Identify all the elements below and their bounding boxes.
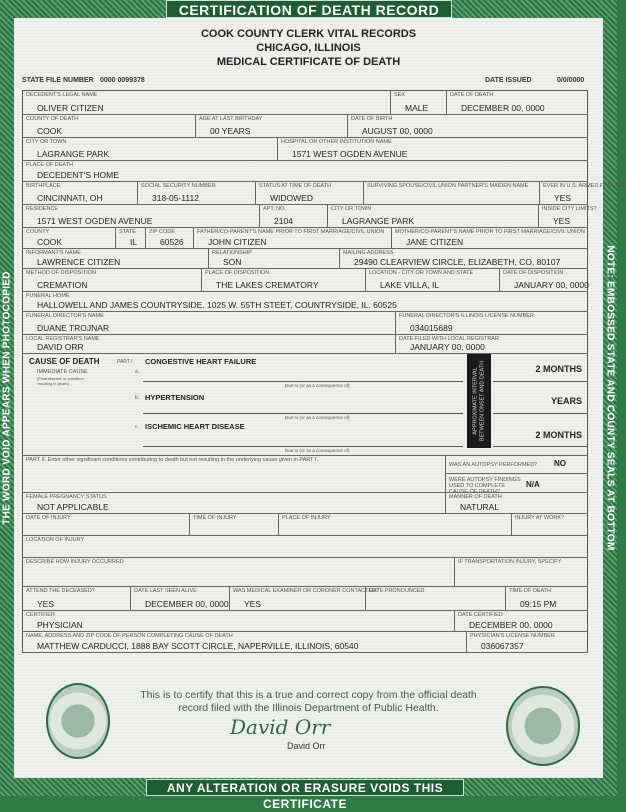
form-field-date-pronounced <box>366 587 506 611</box>
form-field-location-of-injury <box>23 536 588 558</box>
form-field-county <box>23 228 116 249</box>
certificate-title-banner: CERTIFICATION OF DEATH RECORD <box>166 0 452 18</box>
field-label: DATE LAST SEEN ALIVE <box>134 588 197 594</box>
field-label: DESCRIBE HOW INJURY OCCURRED <box>26 559 124 565</box>
field-value: DAVID ORR <box>37 342 84 352</box>
form-field-location-city-or-town-and-state <box>366 269 500 292</box>
field-label: STATE <box>119 229 136 235</box>
interval-a: 2 MONTHS <box>535 364 582 374</box>
field-label: INFORMANT'S NAME <box>26 250 81 256</box>
field-label: PLACE OF INJURY <box>282 515 331 521</box>
form-field-place-of-injury <box>279 514 512 536</box>
field-value: 318-05-1112 <box>152 193 199 203</box>
form-field-attend-the-deceased <box>23 587 131 611</box>
form-field-father-co-parent-s-name-prior-to-first-marriage-civil-union <box>194 228 392 249</box>
form-field-funeral-director-s-name <box>23 312 396 335</box>
form-field-county-of-death <box>23 115 196 138</box>
field-value: DECEMBER 00, 0000 <box>461 103 545 113</box>
form-field-social-security-number <box>138 182 256 205</box>
field-value: JOHN CITIZEN <box>208 237 267 247</box>
form-field-was-medical-examiner-or-coroner-contacted <box>230 587 380 611</box>
form-field-date-certified <box>455 611 588 632</box>
field-label: SEX <box>394 92 406 98</box>
field-value: JANE CITIZEN <box>406 237 464 247</box>
form-field-physician-s-license-number <box>467 632 588 653</box>
field-label: ATTEND THE DECEASED? <box>26 588 95 594</box>
field-label: DATE OF BIRTH <box>351 116 393 122</box>
field-label: DATE CERTIFIED <box>458 612 503 618</box>
field-label: DATE OF DEATH <box>450 92 494 98</box>
field-value: 1571 WEST OGDEN AVENUE <box>37 216 153 226</box>
field-value: 034015689 <box>410 323 453 333</box>
immediate-cause-label: IMMEDIATE CAUSE <box>37 369 88 375</box>
part-2-label: PART II. Enter other significant conditions contributing to death but not resulting in the underlying cause given in PART I. <box>26 457 318 463</box>
cause-line-b <box>143 413 463 414</box>
field-label: CERTIFIER <box>26 612 55 618</box>
field-label: RELATIONSHIP <box>212 250 252 256</box>
form-field-local-registrar-s-name <box>23 335 396 354</box>
field-value: CINCINNATI, OH <box>37 193 103 203</box>
field-value: OLIVER CITIZEN <box>37 103 104 113</box>
field-value: 29490 CLEARVIEW CIRCLE, ELIZABETH, CO, 80107 <box>354 257 561 267</box>
field-value: LAWRENCE CITIZEN <box>37 257 121 267</box>
field-label: STATUS AT TIME OF DEATH <box>259 183 332 189</box>
field-label: WAS MEDICAL EXAMINER OR CORONER CONTACTED? <box>233 588 380 594</box>
form-field-mother-co-parent-s-name-prior-to-first-marriage-civil-union <box>392 228 588 249</box>
cause-of-death-section <box>23 354 588 456</box>
field-value: THE LAKES CREMATORY <box>216 280 319 290</box>
field-label: PLACE OF DISPOSITION <box>205 270 270 276</box>
form-field-place-of-death <box>23 161 588 182</box>
autopsy-label: WAS AN AUTOPSY PERFORMED? <box>449 462 538 468</box>
field-label: MANNER OF DEATH <box>449 494 502 500</box>
form-field-date-of-disposition <box>500 269 588 292</box>
letter-a: a. <box>135 369 140 375</box>
field-label: COUNTY OF DEATH <box>26 116 79 122</box>
form-field-date-of-birth <box>348 115 588 138</box>
field-label: DATE FILED WITH LOCAL REGISTRAR <box>399 336 499 342</box>
form-field-city-or-town <box>23 138 278 161</box>
header-line-1: COOK COUNTY CLERK VITAL RECORDS <box>200 28 417 40</box>
field-value: MALE <box>405 103 429 113</box>
cause-title: CAUSE OF DEATH <box>29 357 100 366</box>
form-field-state <box>116 228 146 249</box>
autopsy-findings-label: WERE AUTOPSY FINDINGS USED TO COMPLETE CAUSE OF DEATH? <box>449 477 521 495</box>
field-label: NAME, ADDRESS AND ZIP CODE OF PERSON COMPLETING CAUSE OF DEATH <box>26 633 233 639</box>
field-label: IF TRANSPORTATION INJURY, SPECIFY <box>458 559 562 565</box>
field-label: ZIP CODE <box>149 229 175 235</box>
form-field-birthplace <box>23 182 138 205</box>
field-value: 2104 <box>274 216 293 226</box>
field-label: TIME OF DEATH <box>509 588 552 594</box>
field-label: DATE OF INJURY <box>26 515 71 521</box>
letter-b: b. <box>135 395 140 401</box>
form-field-describe-how-injury-occurred <box>23 558 455 587</box>
field-value: DECEMBER 00, 0000 <box>469 620 553 630</box>
field-label: LOCATION - CITY OR TOWN AND STATE <box>369 270 474 276</box>
field-label: LOCAL REGISTRAR'S NAME <box>26 336 100 342</box>
field-value: DECEDENT'S HOME <box>37 170 119 180</box>
due-to-b: Due to (or as a consequence of): <box>285 415 351 420</box>
form-field-sex <box>391 91 447 115</box>
field-label: PHYSICIAN'S LICENSE NUMBER <box>470 633 555 639</box>
cause-line-a <box>143 381 463 382</box>
due-to-a: Due to (or as a consequence of): <box>285 383 351 388</box>
field-label: TIME OF INJURY <box>193 515 237 521</box>
form-field-place-of-disposition <box>202 269 366 292</box>
field-value: COOK <box>37 126 63 136</box>
field-label: CITY OR TOWN <box>26 139 67 145</box>
field-label: DECEDENT'S LEGAL NAME <box>26 92 98 98</box>
field-label: FUNERAL DIRECTOR'S ILLINOIS LICENSE NUMBER <box>399 313 534 319</box>
form-field-certifier <box>23 611 455 632</box>
cook-county-seal-icon <box>506 686 580 766</box>
part-2-cell <box>23 456 446 493</box>
form-field-time-of-death <box>506 587 588 611</box>
field-value: PHYSICIAN <box>37 620 83 630</box>
form-field-status-at-time-of-death <box>256 182 364 205</box>
field-label: INSIDE CITY LIMITS? <box>542 206 597 212</box>
field-value: YES <box>244 599 262 609</box>
form-field-inside-city-limits <box>539 205 597 228</box>
field-value: AUGUST 00, 0000 <box>362 126 433 136</box>
void-photocopy-note: THE WORD VOID APPEARS WHEN PHOTOCOPIED <box>1 271 13 525</box>
field-label: LOCATION OF INJURY <box>26 537 85 543</box>
date-issued: 0/0/0000 <box>557 77 585 84</box>
form-field-city-or-town <box>328 205 539 228</box>
field-value: LAGRANGE PARK <box>342 216 415 226</box>
form-field-surviving-spouse-civil-union-partner-s-maiden-name <box>364 182 540 205</box>
form-field-date-last-seen-alive <box>131 587 230 611</box>
field-value: DECEMBER 00, 0000 <box>145 599 229 609</box>
form-field-apt-no <box>260 205 328 228</box>
part-1-label: PART I <box>117 359 133 365</box>
field-value: 09:15 PM <box>520 599 557 609</box>
interval-label: APPROXIMATE INTERVAL BETWEEN ONSET AND DEATH <box>472 360 485 442</box>
field-label: CITY OR TOWN <box>331 206 372 212</box>
field-value: HALLOWELL AND JAMES COUNTRYSIDE. 1025 W. 55TH STEET, COUNTRYSIDE, IL. 60525 <box>37 300 397 310</box>
interval-line-b <box>493 413 588 414</box>
field-value: YES <box>553 216 571 226</box>
cause-line-c <box>143 446 463 447</box>
form-field-mailing-address <box>340 249 588 269</box>
form-field-manner-of-death <box>446 493 588 514</box>
field-label: FUNERAL DIRECTOR'S NAME <box>26 313 104 319</box>
immediate-note-2: resulting in death) <box>37 381 69 386</box>
form-field-time-of-injury <box>190 514 279 536</box>
form-field-female-pregnancy-status <box>23 493 446 514</box>
field-label: FATHER/CO-PARENT'S NAME PRIOR TO FIRST MARRIAGE/CIVIL UNION <box>197 229 385 235</box>
date-issued-label: DATE ISSUED <box>485 77 532 84</box>
state-file-label: STATE FILE NUMBER <box>22 77 94 84</box>
field-label: RESIDENCE <box>26 206 59 212</box>
form-field-ever-in-u-s-armed-forces <box>540 182 626 205</box>
field-label: METHOD OF DISPOSITION <box>26 270 96 276</box>
form-field-date-of-injury <box>23 514 190 536</box>
field-value: YES <box>37 599 55 609</box>
field-value: COOK <box>37 237 63 247</box>
field-value: NATURAL <box>460 502 500 512</box>
cause-c: ISCHEMIC HEART DISEASE <box>145 422 245 431</box>
field-label: SURVIVING SPOUSE/CIVIL UNION PARTNER'S MAIDEN NAME <box>367 183 529 189</box>
form-field-funeral-home <box>23 292 588 312</box>
form-field-informant-s-name <box>23 249 209 269</box>
field-value: JANUARY 00, 0000 <box>410 342 485 352</box>
field-label: COUNTY <box>26 229 50 235</box>
field-value: LAGRANGE PARK <box>37 149 110 159</box>
form-field-name-address-and-zip-code-of-person-completing-cause-of-death <box>23 632 467 653</box>
form-field-age-at-last-birthday <box>196 115 348 138</box>
certification-line-2: record filed with the Illinois Department of Public Health. <box>178 702 439 714</box>
embossed-seal-note: NOTE: EMBOSSED STATE AND COUNTY SEALS AT BOTTOM <box>604 245 616 551</box>
interval-b: YEARS <box>550 396 582 406</box>
letter-c: c. <box>135 424 139 430</box>
header-line-2: CHICAGO, ILLINOIS <box>256 42 361 54</box>
form-field-residence <box>23 205 260 228</box>
form-field-relationship <box>209 249 340 269</box>
autopsy-findings-value: N/A <box>526 480 540 489</box>
field-value: 00 YEARS <box>210 126 251 136</box>
due-to-c: Due to (or as a consequence of): <box>285 448 351 453</box>
field-label: EVER IN U.S. ARMED FORCES? <box>543 183 626 189</box>
field-value: YES <box>554 193 572 203</box>
field-label: SOCIAL SECURITY NUMBER <box>141 183 216 189</box>
field-value: 1571 WEST OGDEN AVENUE <box>292 149 408 159</box>
field-value: JANUARY 00, 0000 <box>514 280 589 290</box>
autopsy-value: NO <box>554 459 566 468</box>
field-value: NOT APPLICABLE <box>37 502 109 512</box>
field-label: FEMALE PREGNANCY STATUS <box>26 494 107 500</box>
form-field-hospital-or-other-institution-name <box>278 138 588 161</box>
field-value: 036067357 <box>481 641 524 651</box>
form-field-date-of-death <box>447 91 588 115</box>
form-field-decedent-s-legal-name <box>23 91 391 115</box>
interval-line-a <box>493 381 588 382</box>
immediate-note-1: (Final disease or condition <box>37 376 84 381</box>
field-label: PLACE OF DEATH <box>26 162 73 168</box>
field-value: CREMATION <box>37 280 88 290</box>
field-value: WIDOWED <box>270 193 313 203</box>
form-field-zip-code <box>146 228 194 249</box>
form-field-if-transportation-injury-specify <box>455 558 588 587</box>
field-label: HOSPITAL OR OTHER INSTITUTION NAME <box>281 139 392 145</box>
field-label: INJURY AT WORK? <box>515 515 565 521</box>
field-label: APT. NO. <box>263 206 286 212</box>
header-line-3: MEDICAL CERTIFICATE OF DEATH <box>216 56 401 68</box>
field-label: FUNERAL HOME <box>26 293 70 299</box>
form-field-funeral-director-s-illinois-license-number <box>396 312 588 335</box>
field-label: DATE PRONOUNCED <box>369 588 425 594</box>
form-field-date-filed-with-local-registrar <box>396 335 588 354</box>
autopsy-cell <box>446 456 588 474</box>
interval-label-box <box>467 354 491 448</box>
state-file-number: 0000 0099378 <box>100 77 145 84</box>
form-field-injury-at-work <box>512 514 588 536</box>
certification-line-1: This is to certify that this is a true and correct copy from the official death <box>140 689 477 701</box>
interval-c: 2 MONTHS <box>535 430 582 440</box>
field-label: MAILING ADDRESS <box>343 250 394 256</box>
autopsy-findings-cell <box>446 474 588 493</box>
signature: David Orr <box>230 715 331 739</box>
field-value: SON <box>223 257 242 267</box>
cause-b: HYPERTENSION <box>145 393 205 402</box>
field-label: DATE OF DISPOSITION <box>503 270 564 276</box>
field-value: 60526 <box>160 237 184 247</box>
interval-line-c <box>493 446 588 447</box>
field-value: IL <box>130 237 138 247</box>
field-value: LAKE VILLA, IL <box>380 280 440 290</box>
field-label: MOTHER/CO-PARENT'S NAME PRIOR TO FIRST MARRIAGE/CIVIL UNION <box>395 229 585 235</box>
signer-name: David Orr <box>287 741 326 751</box>
form-field-method-of-disposition <box>23 269 202 292</box>
field-value: MATTHEW CARDUCCI, 1888 BAY SCOTT CIRCLE, NAPERVILLE, ILLINOIS, 60540 <box>37 641 359 651</box>
illinois-state-seal-icon <box>46 683 110 759</box>
alteration-warning-banner: ANY ALTERATION OR ERASURE VOIDS THIS CERTIFICATE <box>146 779 464 796</box>
field-value: DUANE TROJNAR <box>37 323 110 333</box>
cause-a: CONGESTIVE HEART FAILURE <box>145 357 257 366</box>
field-label: AGE AT LAST BIRTHDAY <box>199 116 263 122</box>
field-label: BIRTHPLACE <box>26 183 61 189</box>
